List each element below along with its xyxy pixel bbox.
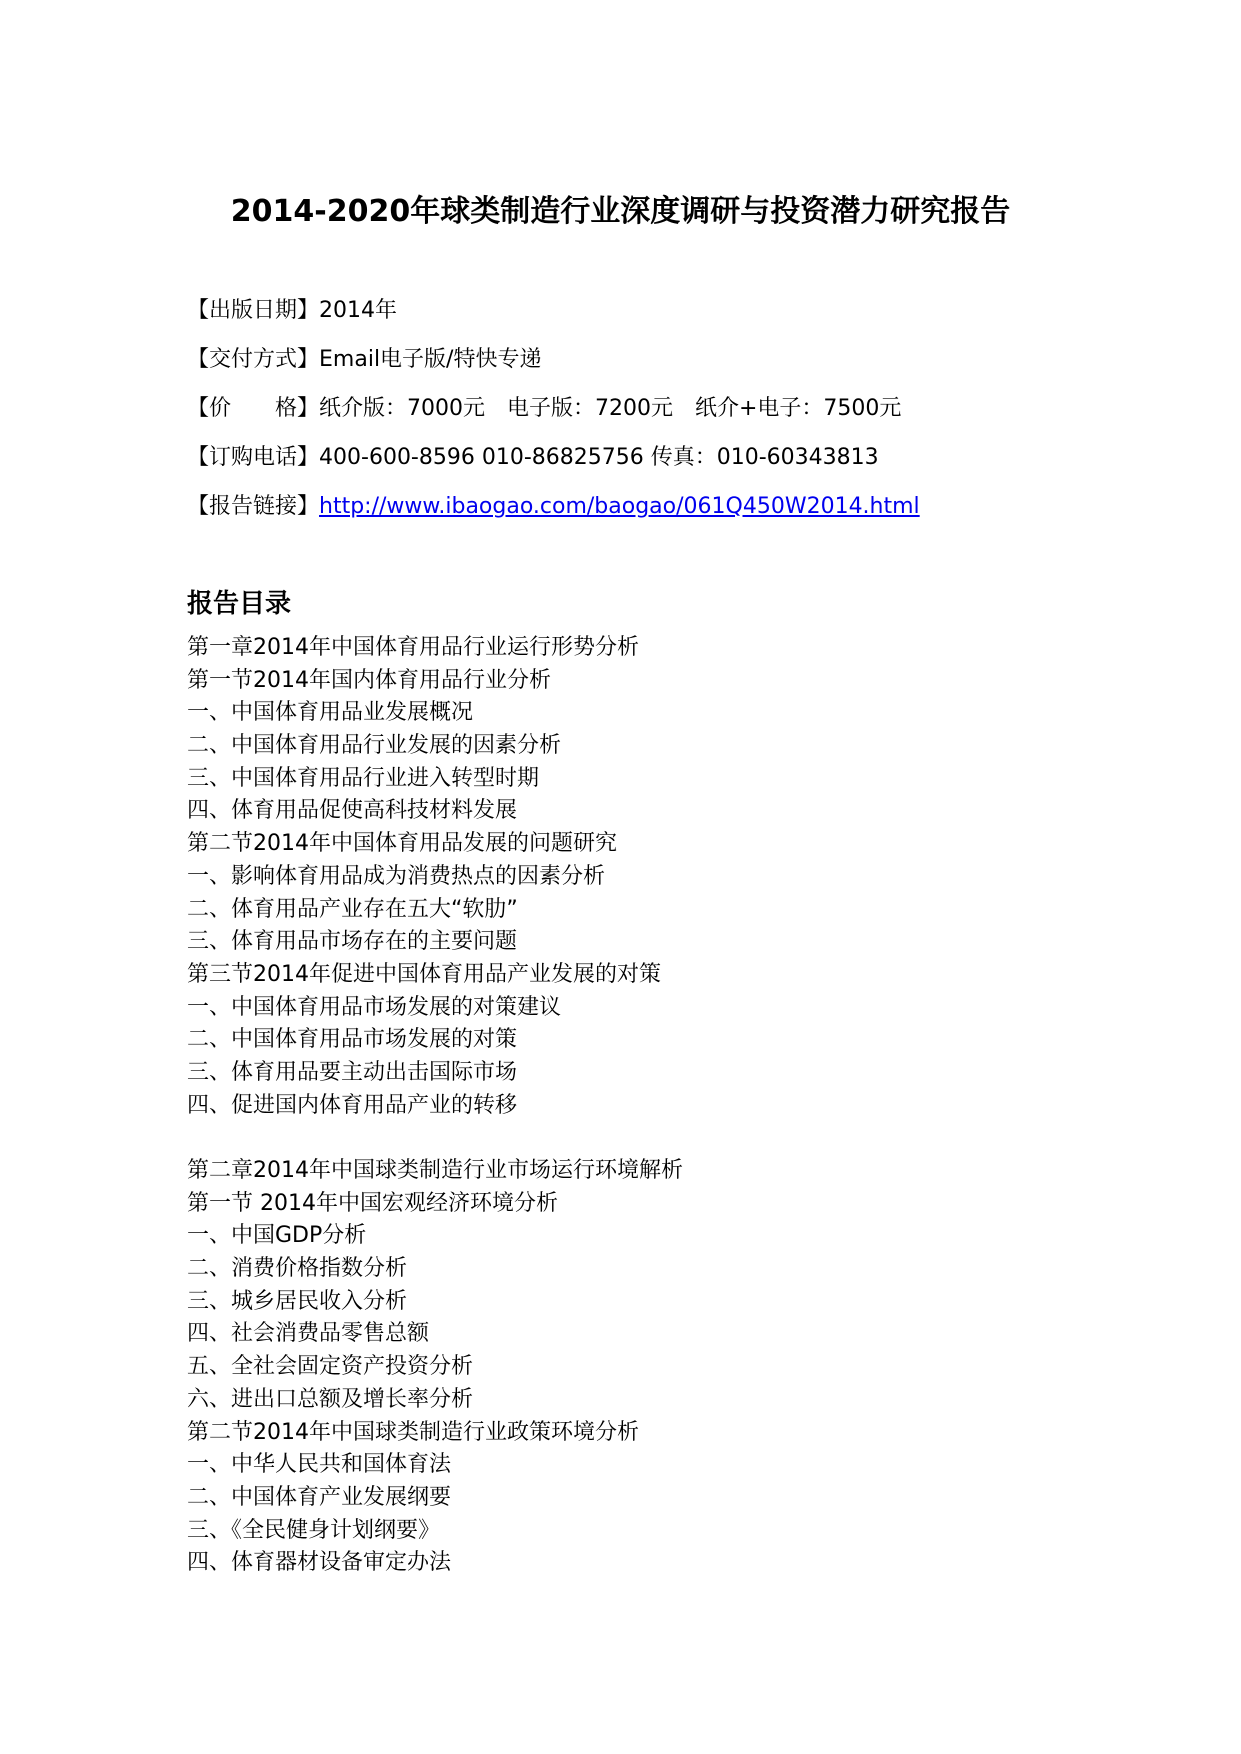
link-row	[187, 482, 920, 531]
toc-item: 一、中国体育用品市场发展的对策建议	[187, 994, 562, 1020]
phone-value: 400-600-8596 010-86825756 传真：010-60343813	[319, 445, 879, 470]
toc-heading: 报告目录	[187, 589, 292, 619]
toc-item: 三、体育用品要主动出击国际市场	[187, 1059, 518, 1085]
toc-item: 三、体育用品市场存在的主要问题	[187, 929, 518, 955]
report-title: 2014-2020年球类制造行业深度调研与投资潜力研究报告	[230, 194, 1011, 229]
publish-date-label: 【出版日期】	[187, 298, 320, 323]
toc-item: 二、体育用品产业存在五大“软肋”	[187, 896, 518, 922]
toc-item: 四、体育器材设备审定办法	[187, 1550, 452, 1576]
toc-item: 第二节2014年中国球类制造行业政策环境分析	[187, 1419, 639, 1445]
delivery-value: Email电子版/特快专递	[319, 347, 542, 372]
price-label: 【价 格】	[187, 396, 320, 421]
link-label: 【报告链接】	[187, 494, 320, 519]
price-row	[187, 384, 920, 433]
toc-item: 第三节2014年促进中国体育用品产业发展的对策	[187, 961, 661, 987]
toc-item: 一、影响体育用品成为消费热点的因素分析	[187, 863, 606, 889]
table-of-contents	[187, 632, 683, 1580]
toc-item: 一、中国GDP分析	[187, 1223, 367, 1249]
phone-row	[187, 433, 920, 482]
toc-item: 四、社会消费品零售总额	[187, 1321, 430, 1347]
toc-item: 二、中国体育用品行业发展的因素分析	[187, 733, 562, 759]
phone-label: 【订购电话】	[187, 445, 320, 470]
toc-item: 二、消费价格指数分析	[187, 1256, 408, 1282]
toc-item: 第一节2014年国内体育用品行业分析	[187, 667, 551, 693]
toc-item: 六、进出口总额及增长率分析	[187, 1386, 474, 1412]
toc-item: 第一章2014年中国体育用品行业运行形势分析	[187, 635, 639, 660]
toc-item: 二、中国体育产业发展纲要	[187, 1484, 452, 1510]
toc-item: 四、促进国内体育用品产业的转移	[187, 1092, 518, 1118]
toc-item: 三、《全民健身计划纲要》	[187, 1517, 441, 1543]
publish-date-value: 2014年	[319, 298, 398, 323]
toc-item: 二、中国体育用品市场发展的对策	[187, 1027, 518, 1053]
toc-item: 三、城乡居民收入分析	[187, 1288, 408, 1314]
report-link[interactable]: http://www.ibaogao.com/baogao/061Q450W2014.html	[319, 494, 920, 519]
toc-item: 三、中国体育用品行业进入转型时期	[187, 765, 540, 791]
toc-item: 一、中国体育用品业发展概况	[187, 700, 474, 726]
delivery-label: 【交付方式】	[187, 347, 320, 372]
toc-item: 五、全社会固定资产投资分析	[187, 1354, 474, 1380]
toc-spacer	[187, 1122, 683, 1155]
publish-date-row	[187, 286, 920, 335]
toc-item: 四、体育用品促使高科技材料发展	[187, 798, 518, 824]
toc-item: 第二章2014年中国球类制造行业市场运行环境解析	[187, 1158, 683, 1183]
report-meta	[187, 286, 920, 531]
delivery-row	[187, 335, 920, 384]
price-value: 纸介版：7000元 电子版：7200元 纸介+电子：7500元	[319, 396, 902, 421]
toc-item: 一、中华人民共和国体育法	[187, 1452, 452, 1478]
toc-item: 第二节2014年中国体育用品发展的问题研究	[187, 831, 617, 857]
toc-item: 第一节 2014年中国宏观经济环境分析	[187, 1190, 558, 1216]
